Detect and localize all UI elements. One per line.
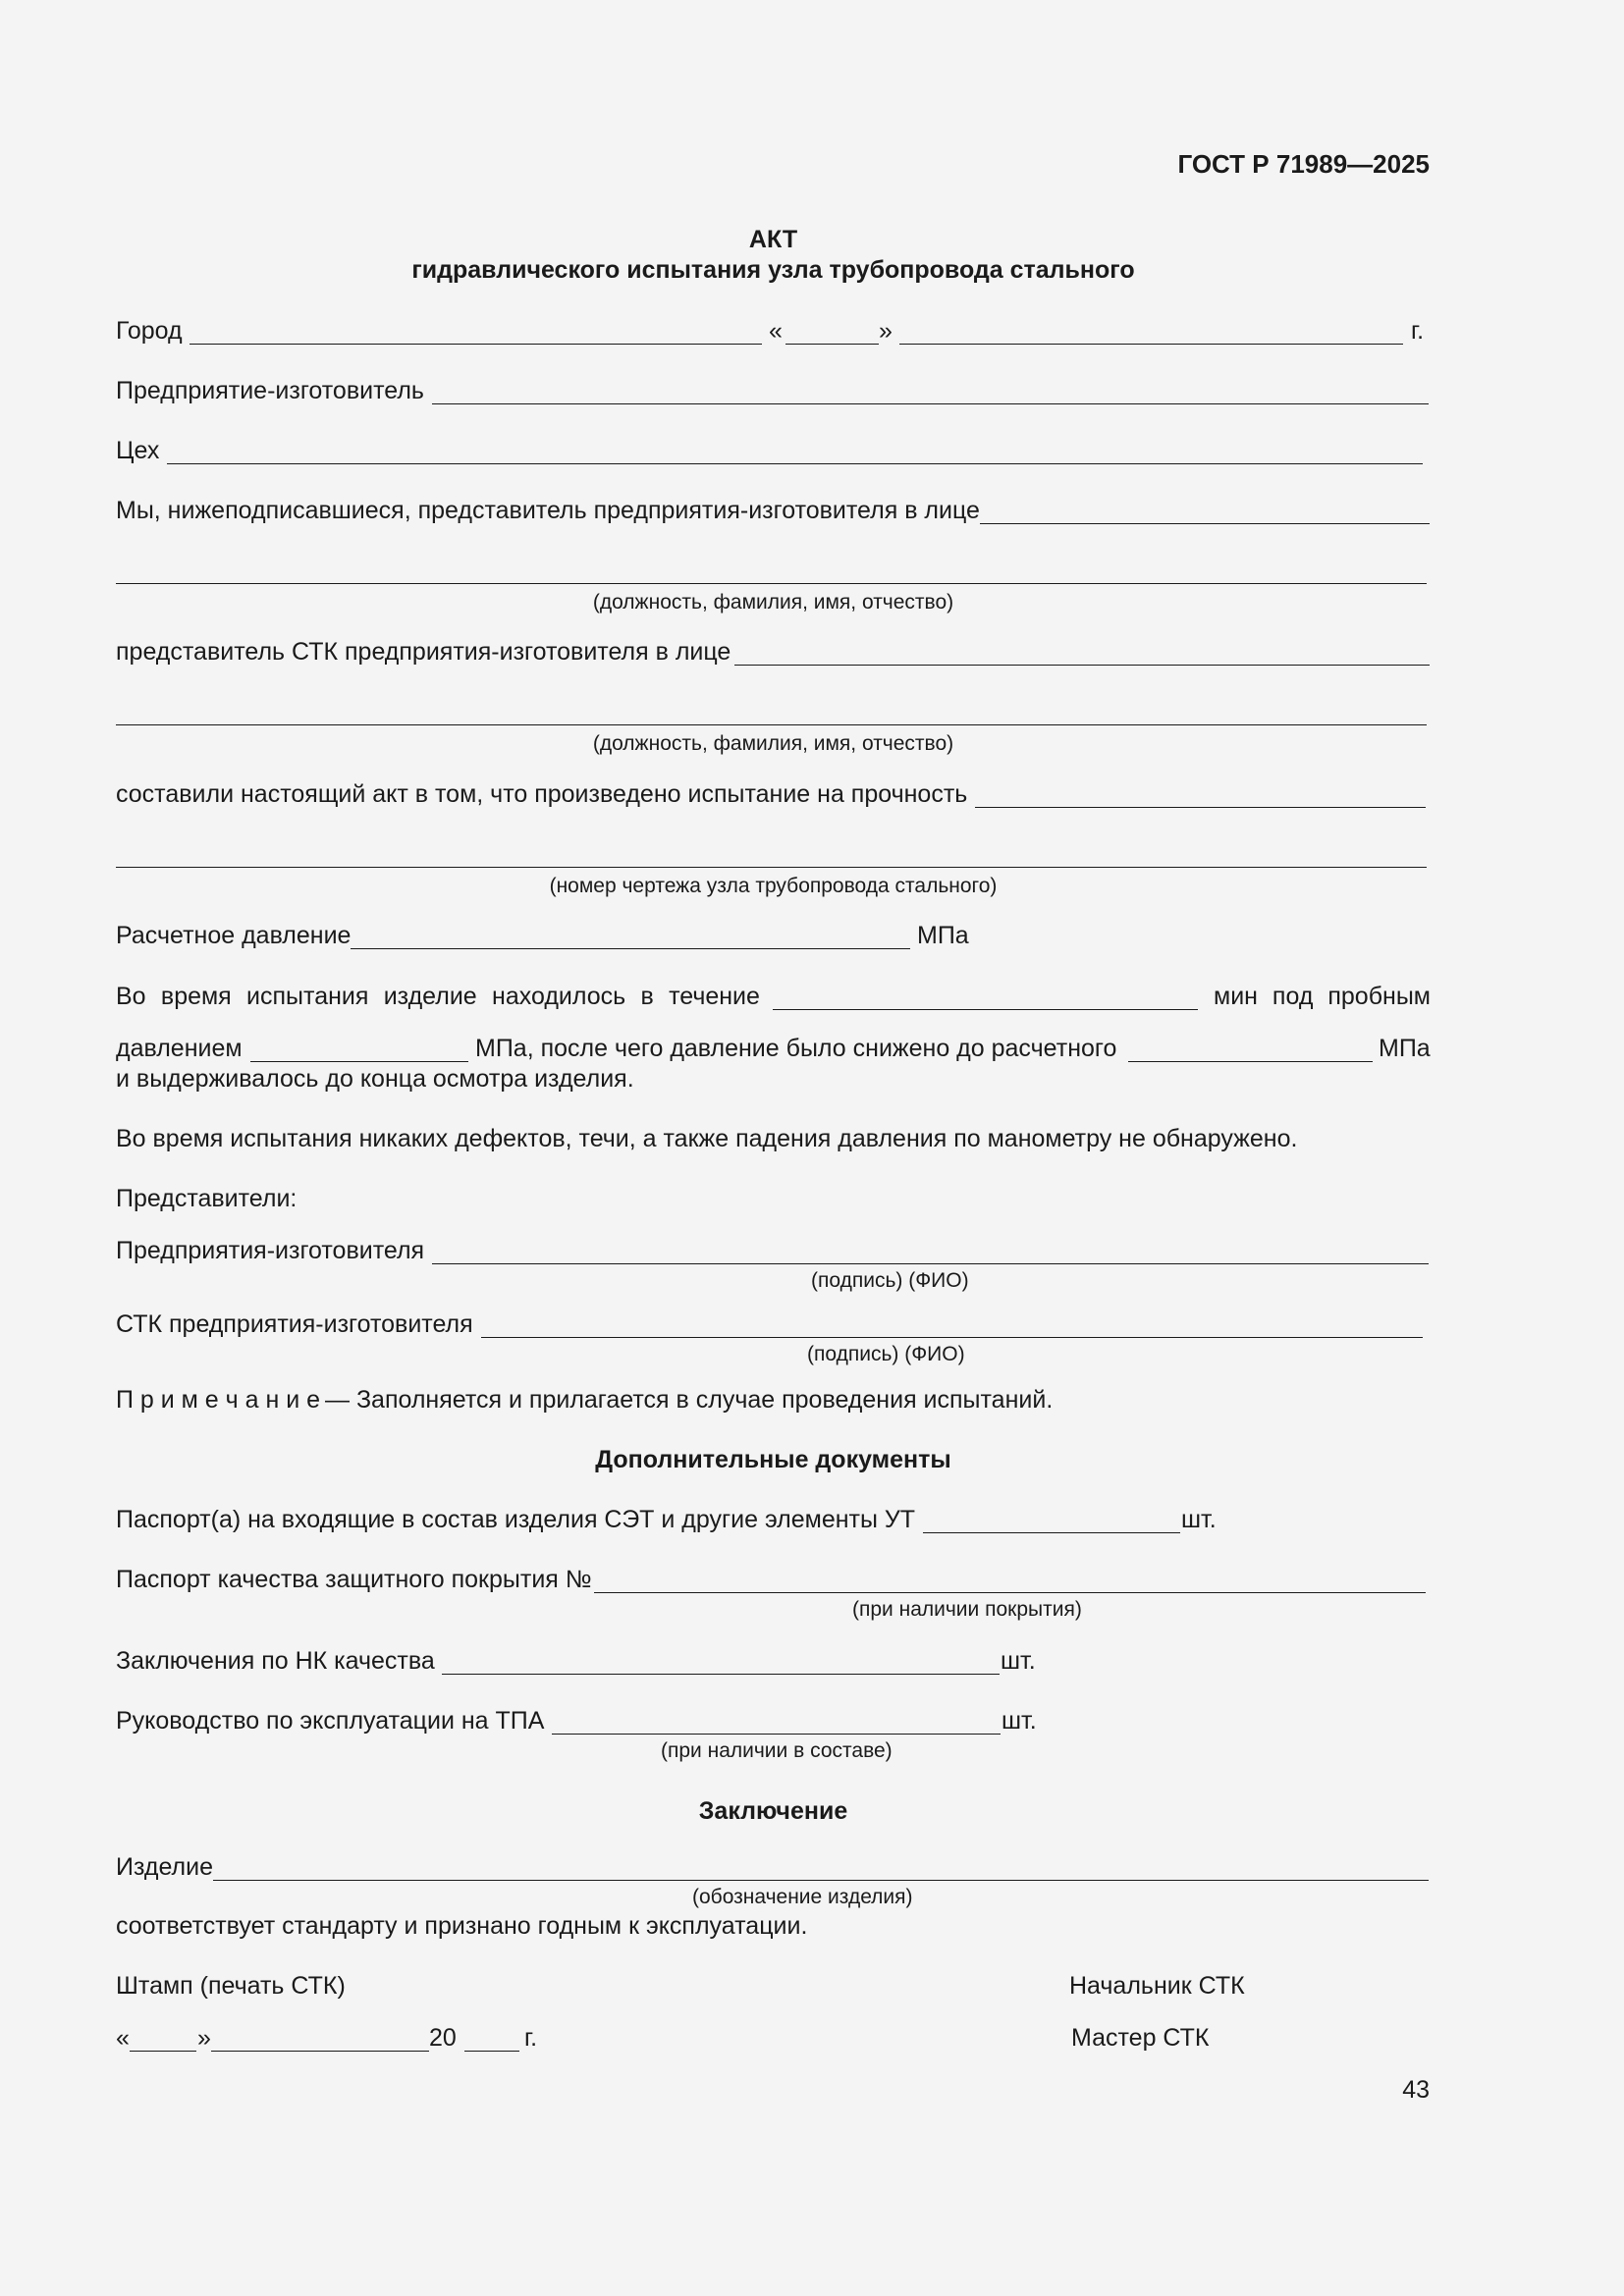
manual-count-field[interactable] — [552, 1734, 1001, 1735]
city-field[interactable] — [189, 344, 762, 345]
manual-label: Руководство по эксплуатации на ТПА — [116, 1707, 545, 1735]
design-pressure-label: Расчетное давление — [116, 922, 352, 949]
stk-rep-text: представитель СТК предприятия-изготовителя в лице — [116, 638, 731, 666]
date-open-quote: « — [769, 317, 783, 345]
test-object-field[interactable] — [975, 807, 1426, 808]
note-label: П р и м е ч а н и е — [116, 1386, 321, 1414]
passport-count-field[interactable] — [923, 1532, 1180, 1533]
sign-day-field[interactable] — [130, 2051, 196, 2052]
duration-text — [116, 985, 760, 1009]
stamp-label: Штамп (печать СТК) — [116, 1972, 346, 2000]
passport-label: Паспорт(а) на входящие в состав изделия СЭТ и другие элементы УТ — [116, 1506, 916, 1533]
min-word: мин — [1214, 983, 1258, 1010]
min-under-test-text — [1214, 985, 1431, 1009]
pcs-unit: шт. — [1181, 1506, 1217, 1533]
duration-word: время — [160, 983, 232, 1010]
drawing-number-field[interactable] — [116, 867, 1427, 868]
position-hint: (должность, фамилия, имя, отчество) — [592, 591, 954, 614]
workshop-label: Цех — [116, 437, 160, 464]
sign-year-field[interactable] — [464, 2051, 519, 2052]
additional-docs-heading: Дополнительные документы — [595, 1446, 951, 1473]
duration-word: течение — [669, 983, 760, 1010]
sign-month-field[interactable] — [211, 2051, 429, 2052]
duration-word: находилось — [492, 983, 626, 1010]
year-suffix: г. — [524, 2024, 538, 2052]
ndt-label: Заключения по НК качества — [116, 1647, 435, 1675]
pcs-unit: шт. — [1001, 1707, 1037, 1735]
coating-hint: (при наличии покрытия) — [852, 1598, 1082, 1621]
compiled-text: составили настоящий акт в том, что произведено испытание на прочность — [116, 780, 968, 808]
representatives-heading: Представители: — [116, 1185, 298, 1212]
duration-word: испытания — [246, 983, 369, 1010]
manufacturer-rep-label: Предприятия-изготовителя — [116, 1237, 425, 1264]
stk-signature-field[interactable] — [481, 1337, 1423, 1338]
signature-hint: (подпись) (ФИО) — [807, 1343, 965, 1365]
duration-word: в — [640, 983, 654, 1010]
stk-head-label: Начальник СТК — [1069, 1972, 1245, 2000]
design-pressure-unit: МПа — [917, 922, 969, 949]
held-text: и выдерживалось до конца осмотра изделия. — [116, 1065, 634, 1093]
manufacturer-rep-field[interactable] — [980, 523, 1430, 524]
undersigned-text: Мы, нижеподписавшиеся, представитель предприятия-изготовителя в лице — [116, 497, 980, 524]
workshop-field[interactable] — [167, 463, 1423, 464]
date-open-quote: « — [116, 2024, 130, 2052]
pressure-reduced-text: МПа, после чего давление было снижено до расчетного — [475, 1035, 1117, 1062]
mpa-end: МПа — [1379, 1035, 1431, 1062]
day-field[interactable] — [785, 344, 879, 345]
year-suffix: г. — [1411, 317, 1425, 345]
note-text: — Заполняется и прилагается в случае проведения испытаний. — [325, 1386, 1054, 1414]
pcs-unit: шт. — [1001, 1647, 1036, 1675]
under-word: под — [1272, 983, 1314, 1010]
stk-master-label: Мастер СТК — [1071, 2024, 1210, 2052]
stk-rep-field[interactable] — [734, 665, 1430, 666]
act-title: АКТ — [748, 226, 798, 253]
city-label: Город — [116, 317, 183, 345]
manufacturer-rep-field-line2[interactable] — [116, 583, 1427, 584]
complies-text: соответствует стандарту и признано годным к эксплуатации. — [116, 1912, 808, 1940]
manufacturer-field[interactable] — [432, 403, 1429, 404]
duration-field[interactable] — [773, 1009, 1198, 1010]
product-hint: (обозначение изделия) — [692, 1886, 913, 1908]
month-year-field[interactable] — [899, 344, 1403, 345]
test-pressure-field[interactable] — [250, 1061, 468, 1062]
stk-rep-label: СТК предприятия-изготовителя — [116, 1310, 473, 1338]
manual-hint: (при наличии в составе) — [661, 1739, 893, 1762]
no-defects-text: Во время испытания никаких дефектов, течи, а также падения давления по манометру не обнаружено. — [116, 1125, 1298, 1152]
date-close-quote: » — [197, 2024, 211, 2052]
act-subtitle: гидравлического испытания узла трубопровода стального — [411, 256, 1135, 284]
design-pressure-field[interactable] — [351, 948, 910, 949]
pressure-label: давлением — [116, 1035, 243, 1062]
position-hint: (должность, фамилия, имя, отчество) — [592, 732, 954, 755]
standard-code: ГОСТ Р 71989—2025 — [1177, 149, 1430, 179]
conclusion-heading: Заключение — [698, 1797, 848, 1825]
test-word: пробным — [1327, 983, 1431, 1010]
drawing-hint: (номер чертежа узла трубопровода стального) — [549, 875, 998, 897]
duration-word: изделие — [383, 983, 477, 1010]
year-prefix: 20 — [429, 2024, 457, 2052]
stk-rep-field-line2[interactable] — [116, 724, 1427, 725]
manufacturer-signature-field[interactable] — [432, 1263, 1429, 1264]
product-label: Изделие — [116, 1853, 213, 1881]
ndt-count-field[interactable] — [442, 1674, 1000, 1675]
coating-passport-field[interactable] — [594, 1592, 1426, 1593]
coating-passport-label: Паспорт качества защитного покрытия № — [116, 1566, 592, 1593]
signature-hint: (подпись) (ФИО) — [811, 1269, 969, 1292]
manufacturer-label: Предприятие-изготовитель — [116, 377, 424, 404]
product-field[interactable] — [213, 1880, 1429, 1881]
page-number: 43 — [1402, 2076, 1430, 2104]
date-close-quote: » — [879, 317, 893, 345]
duration-word: Во — [116, 983, 146, 1010]
reduced-pressure-field[interactable] — [1128, 1061, 1373, 1062]
